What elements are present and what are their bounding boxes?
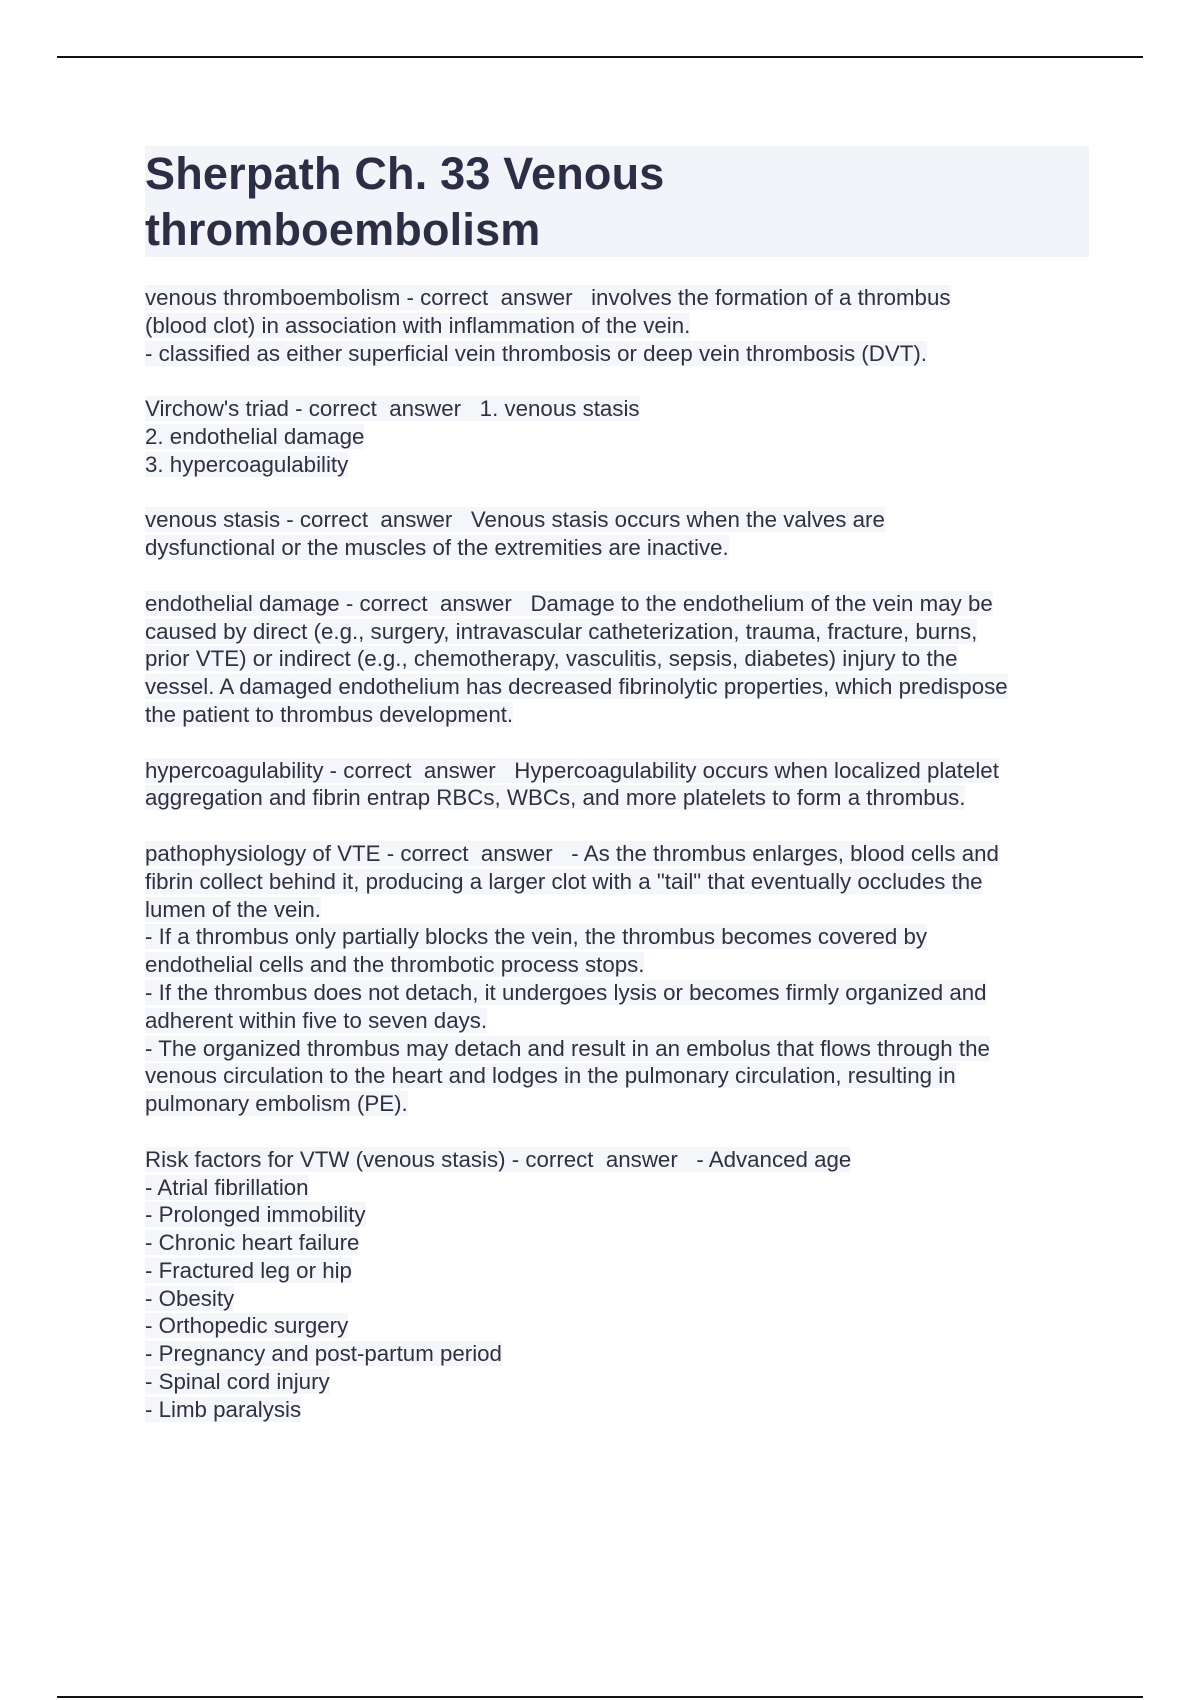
- entry-text: venous thromboembolism - correct answer involves the formation of a thrombus: [145, 285, 951, 310]
- entry-text-line: [145, 395, 1085, 423]
- entry-text: - Obesity: [145, 1285, 235, 1311]
- entry-text: - Limb paralysis: [145, 1396, 302, 1422]
- entry-text-line: [145, 1396, 1085, 1424]
- entry-text: - Prolonged immobility: [145, 1202, 366, 1228]
- entry-text: (blood clot) in association with inflammation of the vein.: [145, 312, 691, 338]
- flashcard-entry: [145, 840, 1085, 1118]
- entry-text-line: [145, 618, 1085, 646]
- entry-text: - If the thrombus does not detach, it undergoes lysis or becomes firmly organized and: [145, 979, 987, 1005]
- entry-text-line: [145, 423, 1085, 451]
- entry-text: aggregation and fibrin entrap RBCs, WBCs, and more platelets to form a thrombus.: [145, 785, 966, 811]
- entry-text: adherent within five to seven days.: [145, 1007, 488, 1033]
- entry-text-line: [145, 951, 1085, 979]
- entry-text: - Pregnancy and post-partum period: [145, 1341, 502, 1367]
- entry-text: venous circulation to the heart and lodges in the pulmonary circulation, resulting in: [145, 1063, 956, 1089]
- entry-text-line: [145, 506, 1085, 534]
- entry-text: - classified as either superficial vein thrombosis or deep vein thrombosis (DVT).: [145, 340, 927, 366]
- entry-text-line: [145, 1229, 1085, 1257]
- entry-text-line: [145, 1007, 1085, 1035]
- entry-text-line: [145, 1257, 1085, 1285]
- flashcard-entry: [145, 395, 1085, 478]
- entry-text: - If a thrombus only partially blocks the vein, the thrombus becomes covered by: [145, 924, 928, 950]
- entry-text-line: [145, 590, 1085, 618]
- entry-text-line: [145, 1368, 1085, 1396]
- flashcard-entry: [145, 284, 1085, 367]
- entry-text: vessel. A damaged endothelium has decreased fibrinolytic properties, which predispose: [145, 674, 1008, 700]
- entry-text: hypercoagulability - correct answer Hypercoagulability occurs when localized platelet: [145, 757, 999, 783]
- entry-text-line: [145, 1174, 1085, 1202]
- entry-text: - The organized thrombus may detach and result in an embolus that flows through the: [145, 1035, 990, 1061]
- page-title: [145, 146, 1089, 258]
- entry-text-line: [145, 1090, 1085, 1118]
- flashcard-list: [145, 284, 1085, 1451]
- entry-text: endothelial damage - correct answer Damage to the endothelium of the vein may be: [145, 590, 993, 616]
- entry-text-line: [145, 1312, 1085, 1340]
- flashcard-entry: [145, 757, 1085, 813]
- entry-text-line: [145, 1035, 1085, 1063]
- flashcard-entry: [145, 590, 1085, 729]
- entry-text: - Chronic heart failure: [145, 1230, 360, 1256]
- entry-text: fibrin collect behind it, producing a larger clot with a "tail" that eventually occludes the: [145, 868, 983, 894]
- entry-text-line: [145, 923, 1085, 951]
- entry-text: pulmonary embolism (PE).: [145, 1091, 408, 1117]
- entry-text-line: [145, 1146, 1085, 1174]
- entry-text-line: [145, 312, 1085, 340]
- entry-text-line: [145, 757, 1085, 785]
- entry-text-line: [145, 701, 1085, 729]
- entry-text: Virchow's triad - correct answer 1. venous stasis: [145, 396, 640, 422]
- entry-text: 3. hypercoagulability: [145, 451, 349, 477]
- entry-text: - Atrial fibrillation: [145, 1174, 309, 1200]
- title-banner: [145, 146, 1089, 257]
- title-line: Sherpath Ch. 33 Venous: [145, 148, 665, 199]
- entry-text-line: [145, 645, 1085, 673]
- entry-text: - Fractured leg or hip: [145, 1257, 352, 1283]
- entry-text: - Orthopedic surgery: [145, 1313, 349, 1339]
- flashcard-entry: [145, 1146, 1085, 1424]
- entry-text: dysfunctional or the muscles of the extremities are inactive.: [145, 535, 729, 561]
- entry-text: Risk factors for VTW (venous stasis) - correct answer - Advanced age: [145, 1146, 852, 1172]
- entry-text: endothelial cells and the thrombotic process stops.: [145, 952, 645, 978]
- entry-text-line: [145, 1201, 1085, 1229]
- entry-text: pathophysiology of VTE - correct answer - As the thrombus enlarges, blood cells and: [145, 840, 999, 866]
- entry-text-line: [145, 451, 1085, 479]
- entry-text-line: [145, 979, 1085, 1007]
- flashcard-entry: [145, 506, 1085, 562]
- entry-text: 2. endothelial damage: [145, 423, 365, 449]
- entry-text-line: [145, 534, 1085, 562]
- entry-text-line: [145, 340, 1085, 368]
- entry-text-line: [145, 673, 1085, 701]
- entry-text: lumen of the vein.: [145, 896, 322, 922]
- entry-text-line: [145, 896, 1085, 924]
- title-line: thromboembolism: [145, 204, 541, 255]
- entry-text: venous stasis - correct answer Venous stasis occurs when the valves are: [145, 507, 885, 533]
- entry-text: prior VTE) or indirect (e.g., chemotherapy, vasculitis, sepsis, diabetes) injury to the: [145, 646, 958, 672]
- entry-text-line: [145, 284, 1085, 312]
- entry-text-line: [145, 784, 1085, 812]
- entry-text-line: [145, 1340, 1085, 1368]
- entry-text: caused by direct (e.g., surgery, intravascular catheterization, trauma, fracture, burns,: [145, 618, 978, 644]
- entry-text-line: [145, 1285, 1085, 1313]
- entry-text-line: [145, 1062, 1085, 1090]
- entry-text-line: [145, 868, 1085, 896]
- entry-text: - Spinal cord injury: [145, 1369, 330, 1395]
- entry-text: the patient to thrombus development.: [145, 701, 514, 727]
- top-rule: [57, 56, 1143, 58]
- bottom-rule: [57, 1696, 1143, 1698]
- entry-text-line: [145, 840, 1085, 868]
